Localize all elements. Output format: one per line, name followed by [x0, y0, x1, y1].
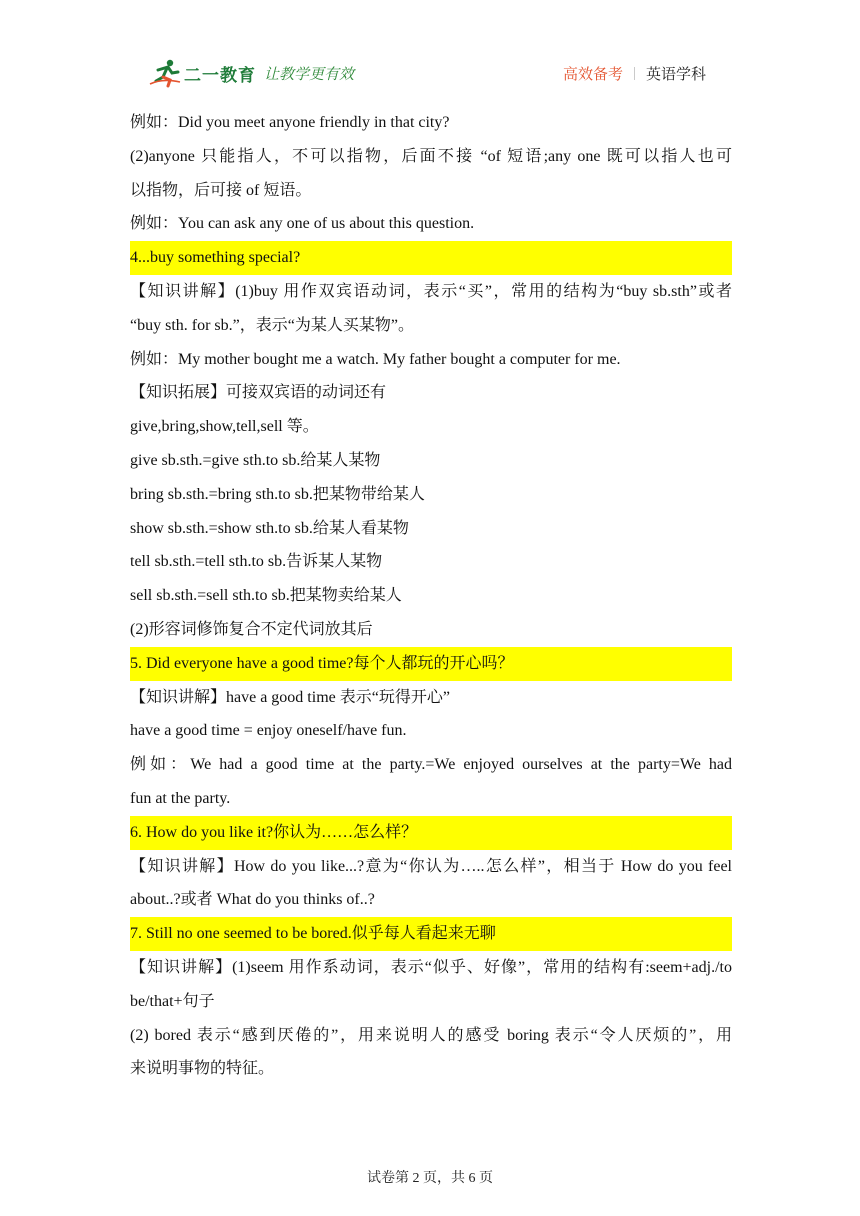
text-line: 7. Still no one seemed to be bored.似乎每人看起来无聊 [130, 917, 732, 951]
text-line: fun at the party. [130, 789, 231, 807]
text-line: have a good time = enjoy oneself/have fun. [130, 722, 407, 740]
text-line: about..?或者 What do you thinks of..? [130, 891, 375, 909]
text-line: 【知识拓展】可接双宾语的动词还有 [130, 384, 387, 402]
page-footer: 试卷第 2 页，共 6 页 [367, 1171, 493, 1186]
text-line: tell sb.sth.=tell sth.to sb.告诉某人某物 [130, 553, 383, 571]
text-line: 5. Did everyone have a good time?每个人都玩的开心吗？ [130, 647, 732, 681]
text-line: 例如：We had a good time at the party.=We enjoyed ourselves at the party=We had [130, 756, 732, 774]
text-line: 【知识讲解】have a good time 表示“玩得开心” [130, 688, 450, 706]
text-line: give,bring,show,tell,sell 等。 [130, 418, 319, 436]
text-line: (2) bored 表示“感到厌倦的”，用来说明人的感受 boring 表示“令人厌烦的”，用 [130, 1026, 732, 1044]
text-line: 【知识讲解】(1)buy 用作双宾语动词，表示“买”，常用的结构为“buy sb.sth”或者 [130, 282, 732, 300]
text-line: “buy sth. for sb.”，表示“为某人买某物”。 [130, 316, 414, 334]
logo-text: 二一教育 [184, 65, 256, 86]
slogan: 让教学更有效 [264, 67, 355, 83]
running-man-icon [148, 58, 182, 88]
document-body [130, 106, 732, 1086]
text-line: 来说明事物的特征。 [130, 1060, 275, 1078]
text-line: (2)形容词修饰复合不定代词放其后 [130, 620, 373, 638]
header-separator: | [632, 65, 636, 81]
text-line: show sb.sth.=show sth.to sb.给某人看某物 [130, 519, 409, 537]
page-header [148, 58, 716, 90]
text-line: 例如：My mother bought me a watch. My father bought a computer for me. [130, 350, 621, 368]
text-line: 【知识讲解】(1)seem 用作系动词，表示“似乎、好像”，常用的结构有:seem+adj./to [130, 958, 732, 976]
text-line: 4...buy something special? [130, 241, 732, 275]
header-tag: 高效备考 [562, 67, 623, 83]
text-line: be/that+句子 [130, 992, 215, 1010]
text-line: bring sb.sth.=bring sth.to sb.把某物带给某人 [130, 485, 425, 503]
text-line: 以指物，后可接 of 短语。 [130, 181, 312, 199]
logo [148, 58, 256, 88]
header-subject-name: 英语学科 [645, 67, 706, 83]
text-line: 【知识讲解】How do you like...?意为“你认为…..怎么样”，相当于 How do you feel [130, 857, 732, 875]
text-line: 例如：Did you meet anyone friendly in that city? [130, 114, 450, 131]
text-line: sell sb.sth.=sell sth.to sb.把某物卖给某人 [130, 587, 402, 605]
text-line: 例如：You can ask any one of us about this question. [130, 215, 475, 233]
text-line: 6. How do you like it?你认为……怎么样？ [130, 816, 732, 850]
text-line: give sb.sth.=give sth.to sb.给某人某物 [130, 451, 381, 469]
text-line: (2)anyone 只能指人，不可以指物，后面不接 “of 短语;any one 既可以指人也可 [130, 147, 732, 165]
header-subject [563, 63, 706, 84]
